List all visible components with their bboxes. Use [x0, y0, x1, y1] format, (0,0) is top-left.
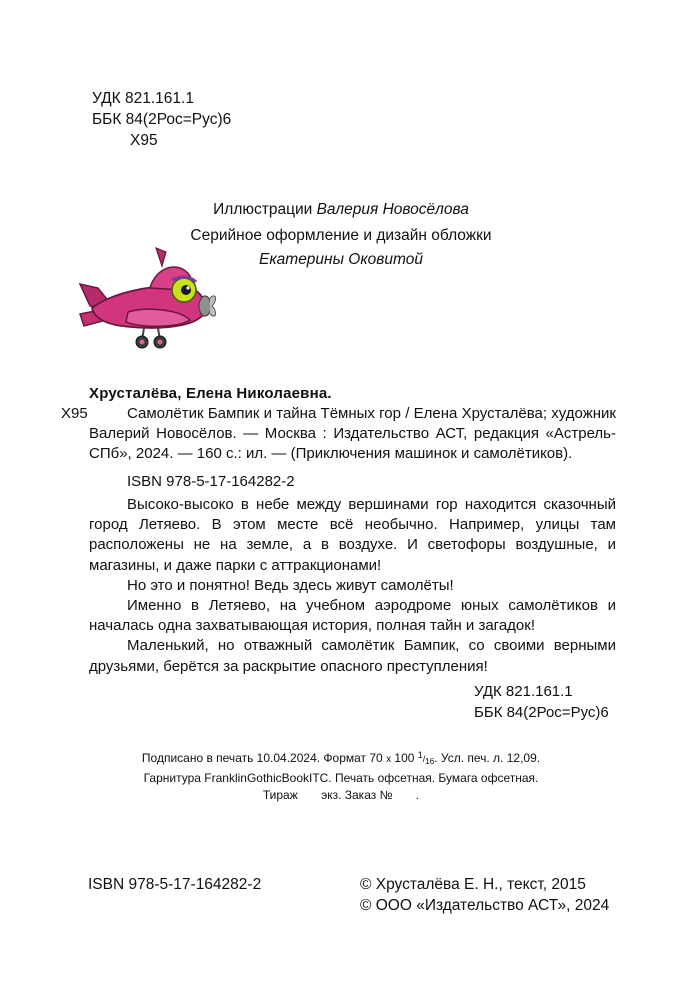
imprint-typeface-line: Гарнитура FranklinGothicBookITC. Печать офсетная. Бумага офсетная. — [143, 771, 539, 785]
imprint-print-run-line: Тираж экз. Заказ № . — [262, 788, 420, 802]
record-isbn: ISBN 978-5-17-164282-2 — [127, 473, 295, 490]
annotation-paragraph: Но это и понятно! Ведь здесь живут самолёты! — [127, 576, 454, 594]
footer-isbn: ISBN 978-5-17-164282-2 — [88, 876, 262, 893]
copyright-text: © Хрусталёва Е. Н., текст, 2015 — [360, 876, 586, 893]
bibliographic-record — [61, 384, 616, 492]
designer-name: Екатерины Оковитой — [259, 251, 423, 268]
annotation-paragraph: Маленький, но отважный самолётик Бампик, со своими верными друзьями, берётся за раскрытие опасного преступления! — [89, 637, 616, 675]
illustrations-credit — [0, 198, 682, 222]
classification-block-bottom — [474, 681, 609, 723]
bbk-code-bottom: ББК 84(2Рос=Рус)6 — [474, 704, 609, 721]
author-heading: Хрусталёва, Елена Николаевна. — [89, 385, 332, 402]
annotation-paragraph: Именно в Летяево, на учебном аэродроме юных самолётиков и началась одна захватывающая история, полная тайн и загадок! — [89, 597, 616, 635]
bbk-code: ББК 84(2Рос=Рус)6 — [92, 111, 232, 128]
classification-block — [92, 88, 231, 151]
illustrator-name: Валерия Новосёлова — [316, 201, 469, 218]
design-label: Серийное оформление и дизайн обложки — [190, 227, 492, 244]
annotation — [89, 495, 616, 677]
illustrations-label: Иллюстрации — [213, 201, 317, 218]
record-description: Самолётик Бампик и тайна Тёмных гор / Елена Хрусталёва; художник Валерий Новосёлов. — Москва : Издательство АСТ, редакция «Астрель-СПб», 2024. — 160 с.: ил. — (Приключения машинок и самолётиков). — [89, 405, 616, 462]
author-sign: Х95 — [130, 132, 158, 149]
cartoon-airplane-icon — [70, 236, 220, 356]
imprint-signed-line: Подписано в печать 10.04.2024. Формат 70 х 100 $^1/_{16}$. Усл. печ. л. 12,09. — [141, 750, 541, 766]
annotation-paragraph: Высоко-высоко в небе между вершинами гор находится сказочный город Летяево. В этом месте всё необычно. Например, улицы там расположены не на земле, а в воздухе. И светофоры воздушные, и магазины, и даже парки с аттракционами! — [89, 496, 616, 574]
udk-code: УДК 821.161.1 — [92, 90, 194, 107]
imprint — [0, 747, 682, 804]
copyright-publisher: © ООО «Издательство АСТ», 2024 — [360, 897, 610, 914]
record-author-sign: Х95 — [61, 405, 88, 422]
udk-code-bottom: УДК 821.161.1 — [474, 683, 573, 700]
copyright-block — [360, 874, 609, 916]
